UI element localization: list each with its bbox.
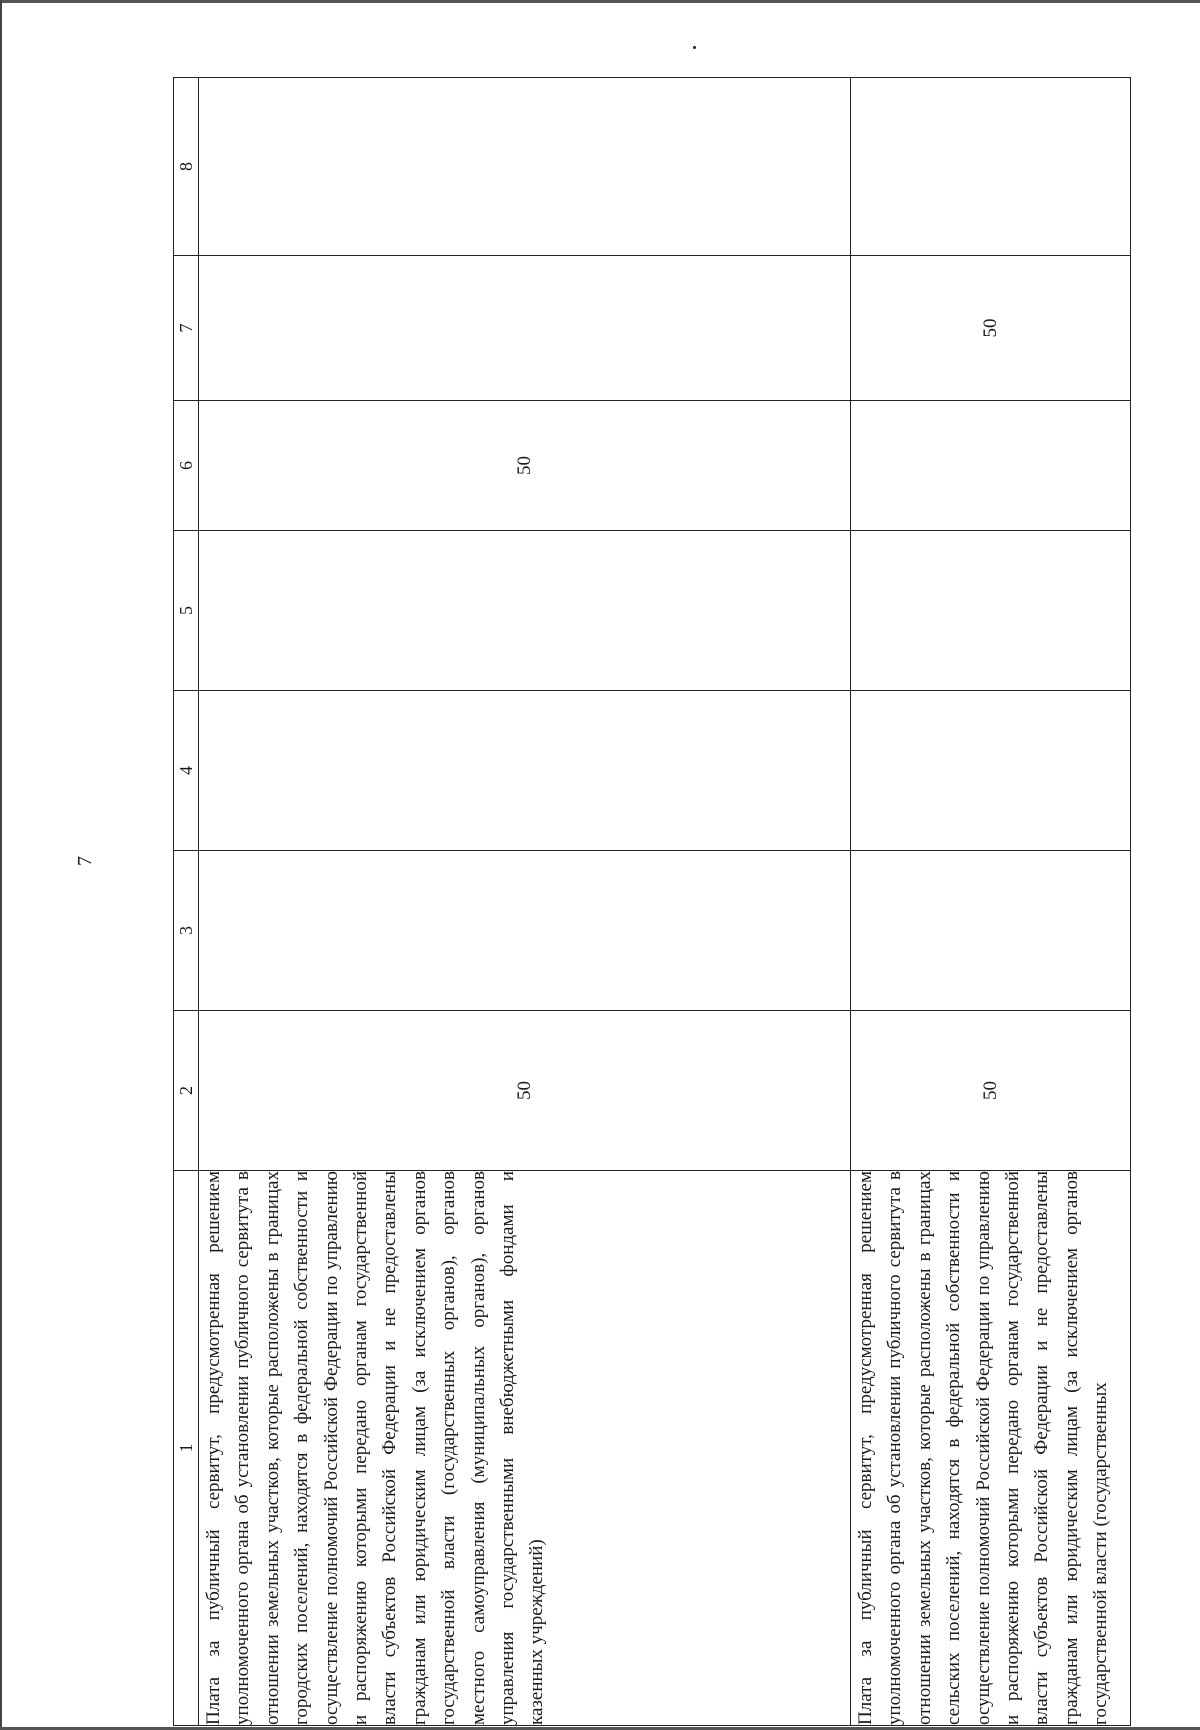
- scan-speck: [693, 46, 696, 49]
- column-header-3: 3: [174, 851, 199, 1011]
- column-header-8: 8: [174, 78, 199, 256]
- header-row: [174, 78, 199, 1726]
- column-header-6: 6: [174, 401, 199, 531]
- value-cell-col7: [199, 256, 851, 401]
- value-cell-col5: [851, 531, 1131, 691]
- value-cell-col3: [199, 851, 851, 1011]
- column-header-2: 2: [174, 1011, 199, 1171]
- table-row: [851, 78, 1131, 1726]
- table-row: [199, 78, 851, 1726]
- value-cell-col5: [199, 531, 851, 691]
- value-cell-col7: 50: [851, 256, 1131, 401]
- column-header-5: 5: [174, 531, 199, 691]
- value-cell-col6: [851, 401, 1131, 531]
- row-description-text: Плата за публичный сервитут, предусмотренная решением уполномоченного органа об установлении публичного сервитута в отношении земельных участков, которые расположены в границах городских поселений, находятся в федеральной собственности и осуществление полномочий Российской Федерации по управлению и распоряжению которыми передано органам государственной власти субъектов Российской Федерации и не предоставлены гражданам или юридическим лицам (за исключением органов государственной власти (государственных органов), органов местного самоуправления (муниципальных органов), органов управления государственными внебюджетными фондами и казенных учреждений): [203, 1171, 548, 1725]
- page-number: 7: [74, 856, 96, 866]
- column-header-7: 7: [174, 256, 199, 401]
- value-cell-col3: [851, 851, 1131, 1011]
- column-header-4: 4: [174, 691, 199, 851]
- column-header-1: 1: [174, 1171, 199, 1726]
- row-description-cell: [199, 1171, 851, 1726]
- value-cell-col8: [851, 78, 1131, 256]
- value-cell-col4: [199, 691, 851, 851]
- scan-edge-left: [0, 0, 2, 1730]
- table-rotation-wrapper: [173, 78, 1131, 1726]
- value-cell-col2: 50: [851, 1011, 1131, 1171]
- value-cell-col2: 50: [199, 1011, 851, 1171]
- value-cell-col8: [199, 78, 851, 256]
- value-cell-col4: [851, 691, 1131, 851]
- row-description-text: Плата за публичный сервитут, предусмотренная решением уполномоченного органа об установлении публичного сервитута в отношении земельных участков, которые расположены в границах сельских поселений, находятся в федеральной собственности и осуществление полномочий Российской Федерации по управлению и распоряжению которыми передано органам государственной власти субъектов Российской Федерации и не предоставлены гражданам или юридическим лицам (за исключением органов государственной власти (государственных: [855, 1171, 1112, 1725]
- data-table: [173, 77, 1131, 1726]
- value-cell-col6: 50: [199, 401, 851, 531]
- scan-edge-top: [0, 0, 1200, 3]
- row-description-cell: [851, 1171, 1131, 1726]
